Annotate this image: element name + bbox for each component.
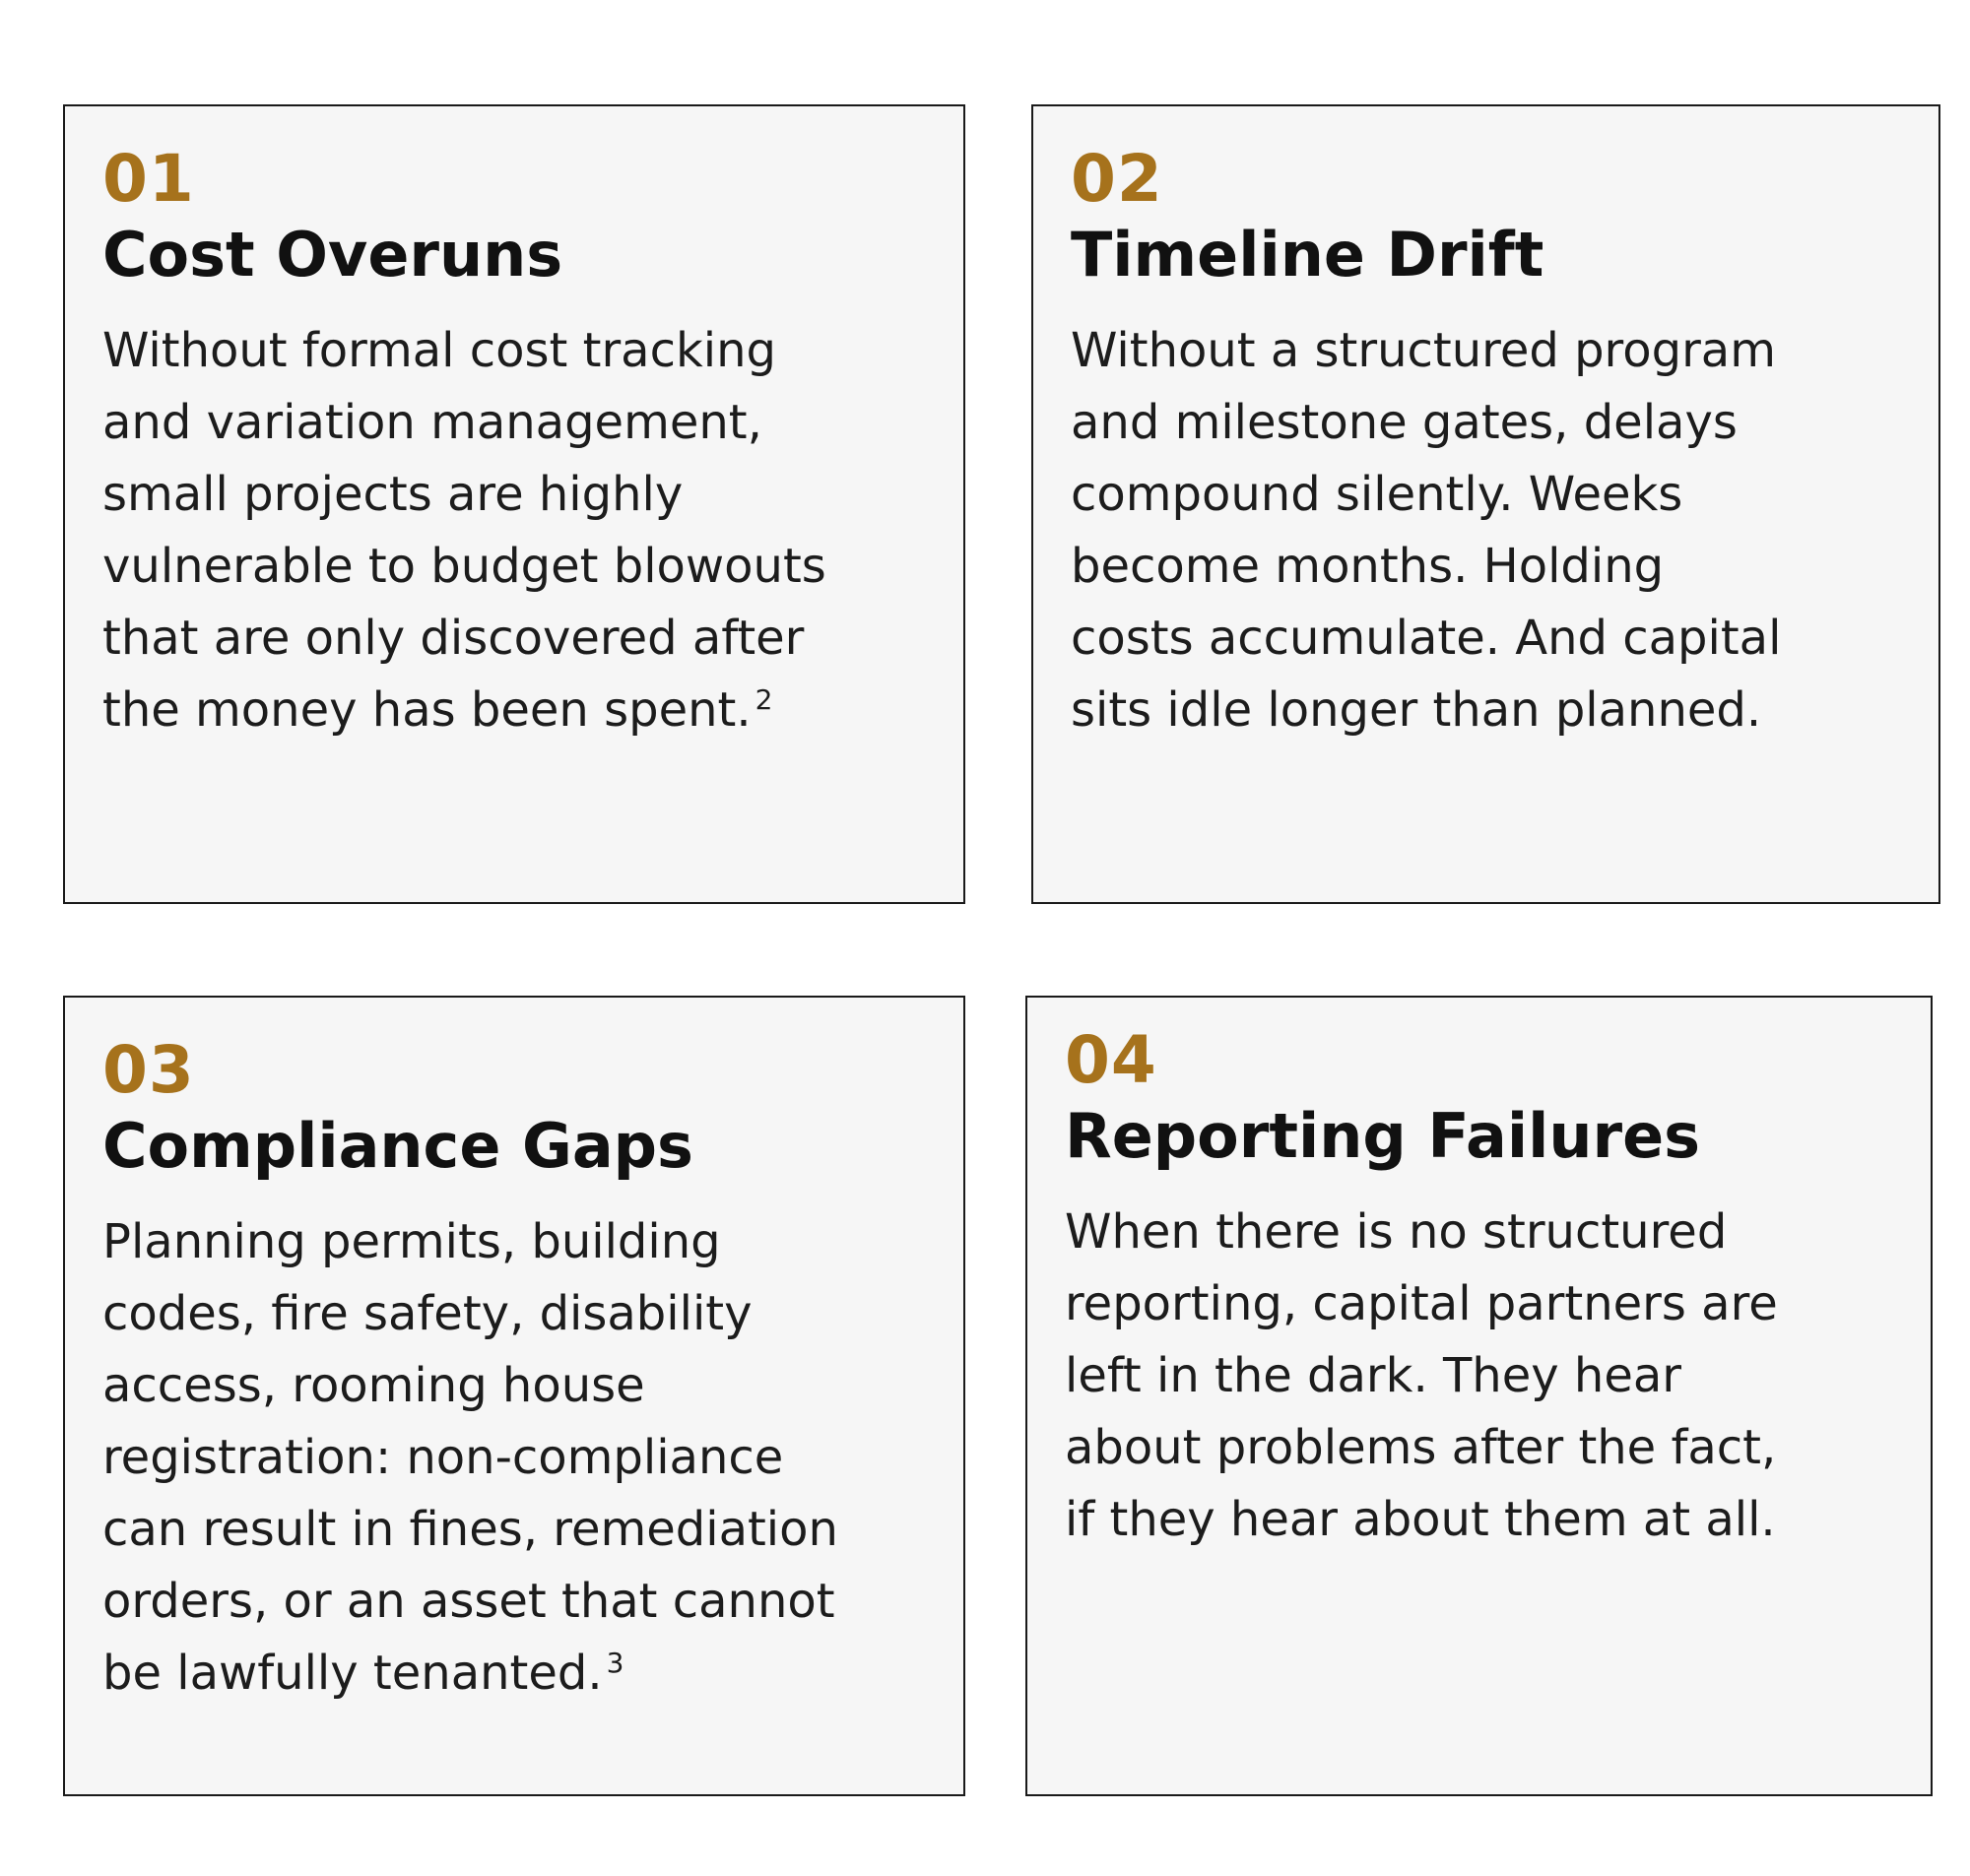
card-reporting-failures [1025,996,1933,1796]
card-number: 01 [102,141,195,217]
card-body-text: Without a structured program and milestone gates, delays compound silently. Weeks become months. Holding costs accumulate. And capital sits idle longer than planned. [1071,322,1782,738]
card-title: Timeline Drift [1071,218,1544,291]
card-body [1065,1197,1893,1556]
card-body-text: Planning permits, building codes, fire safety, disability access, rooming house registration: non-compliance can result in fines, remediation orders, or an asset that cannot be lawfully tenanted. [102,1213,838,1701]
card-title: Cost Overuns [102,218,563,291]
card-body-text: Without formal cost tracking and variation management, small projects are highly vulnerable to budget blowouts that are only discovered after the money has been spent. [102,322,826,738]
card-body [102,1206,926,1710]
card-number: 04 [1065,1022,1157,1098]
footnote-marker: 2 [755,682,773,716]
card-title: Compliance Gaps [102,1109,693,1182]
card-cost-overruns [63,104,965,904]
card-body [1071,315,1901,746]
card-compliance-gaps [63,996,965,1796]
card-title: Reporting Failures [1065,1099,1701,1172]
card-body-text: When there is no structured reporting, capital partners are left in the dark. They hear about problems after the fact, if they hear about them at all. [1065,1203,1778,1547]
card-body [102,315,926,746]
card-number: 03 [102,1032,195,1108]
footnote-marker: 3 [606,1646,624,1679]
card-number: 02 [1071,141,1163,217]
card-timeline-drift [1031,104,1940,904]
